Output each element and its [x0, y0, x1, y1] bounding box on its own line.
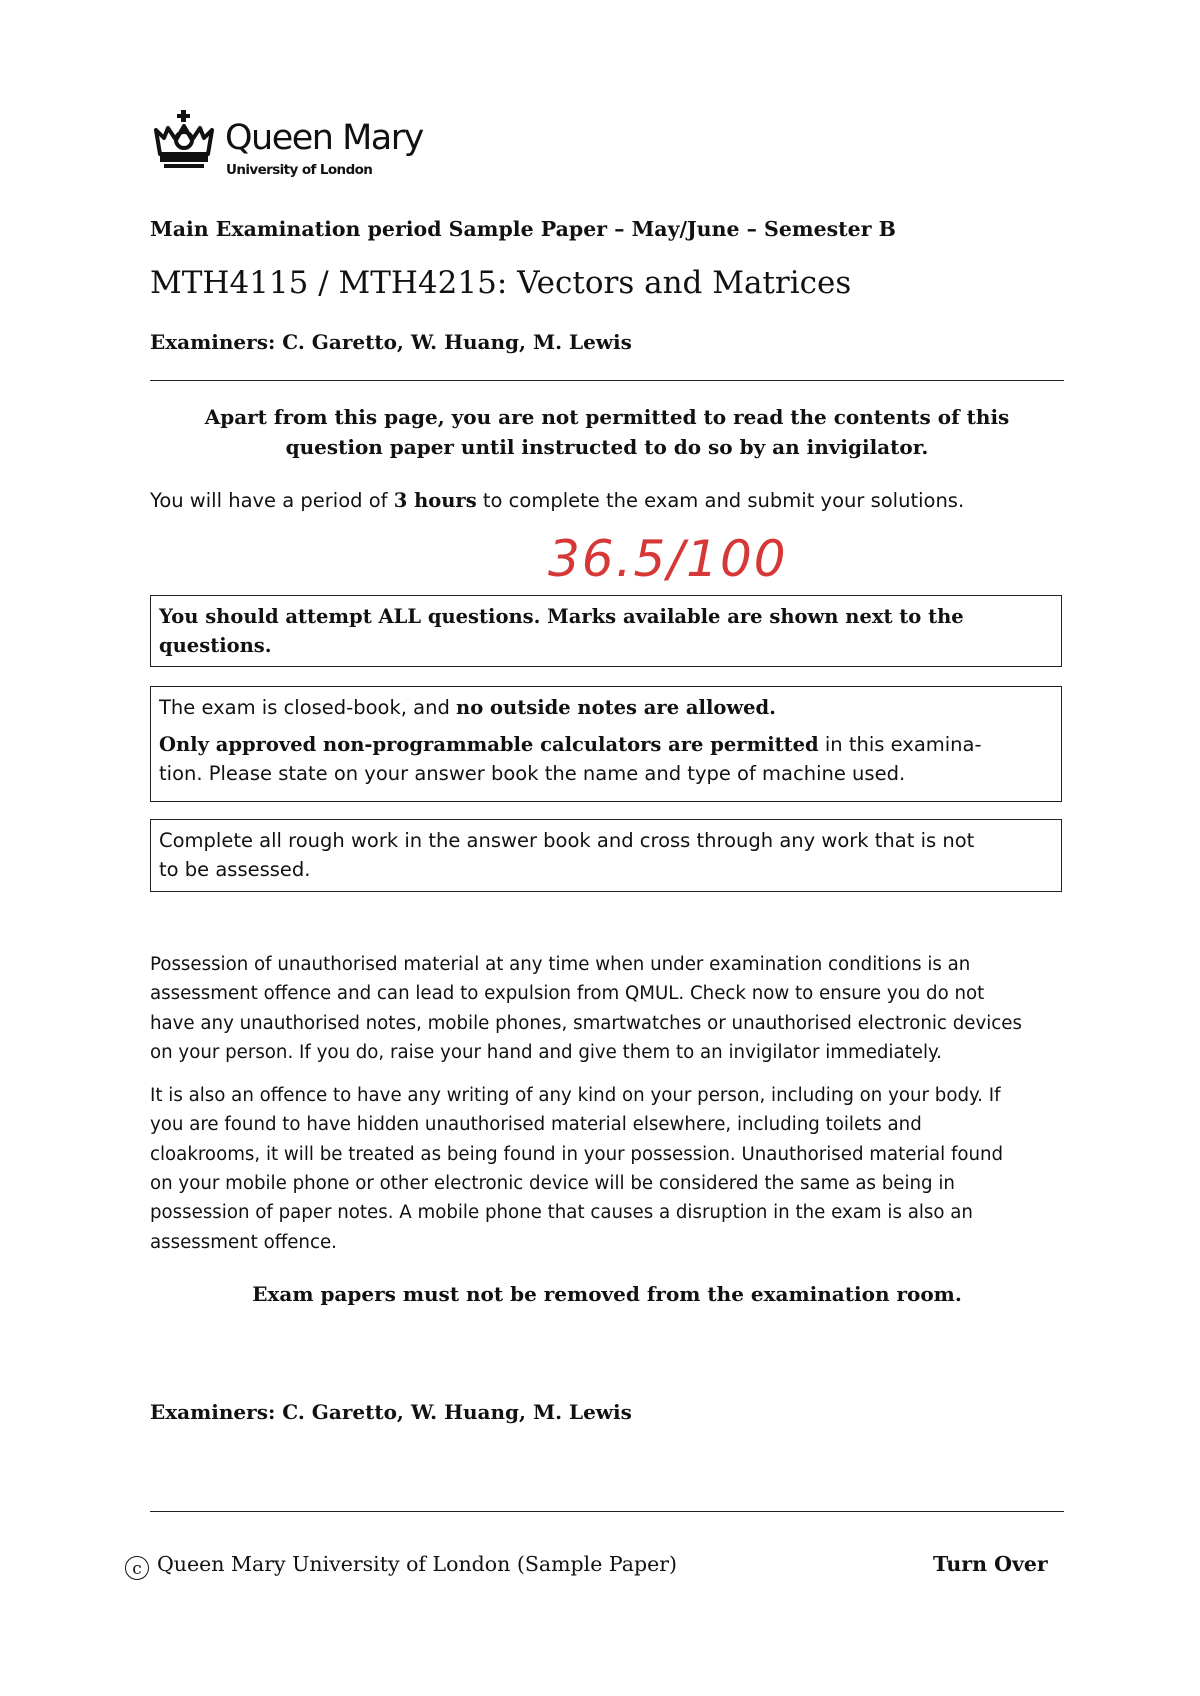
duration-text [150, 489, 964, 512]
footer-copyright [125, 1552, 677, 1580]
box1-line2: questions. [159, 634, 272, 657]
duration-after: to complete the exam and submit your solutions. [476, 489, 965, 512]
duration-hours: 3 hours [393, 489, 477, 512]
footer-left-text: Queen Mary University of London (Sample Paper) [157, 1552, 678, 1576]
box1-line1: You should attempt ALL questions. Marks available are shown next to the [159, 605, 964, 628]
examiners-footer: Examiners: C. Garetto, W. Huang, M. Lewis [150, 1400, 632, 1424]
para1-line: assessment offence and can lead to expulsion from QMUL. Check now to ensure you do not [150, 983, 985, 1005]
handwritten-score: 36.5/100 [548, 530, 788, 588]
reading-notice [150, 402, 1064, 462]
logo-subtitle: University of London [226, 162, 373, 178]
exam-period: Main Examination period Sample Paper – May/June – Semester B [150, 217, 896, 241]
divider-top [150, 380, 1064, 381]
box2-p1-plain: The exam is closed-book, and [159, 696, 457, 719]
para1 [150, 950, 1068, 1067]
box3-line1: Complete all rough work in the answer book and cross through any work that is not [159, 829, 975, 852]
para2-line: cloakrooms, it will be treated as being found in your possession. Unauthorised material found [150, 1143, 1004, 1165]
offence-paragraphs [150, 950, 1068, 1271]
copyright-icon: c [125, 1556, 149, 1580]
para1-line: have any unauthorised notes, mobile phones, smartwatches or unauthorised electronic devices [150, 1012, 1022, 1034]
crest-icon [150, 108, 218, 170]
para2 [150, 1081, 1068, 1257]
para2-line: on your mobile phone or other electronic device will be considered the same as being in [150, 1173, 955, 1195]
instructions-box-1 [150, 595, 1062, 667]
box2-p2-rest: in this examina- [818, 733, 982, 756]
para1-line: on your person. If you do, raise your hand and give them to an invigilator immediately. [150, 1041, 942, 1063]
page-title: MTH4115 / MTH4215: Vectors and Matrices [150, 265, 852, 301]
box3-line2: to be assessed. [159, 858, 311, 881]
instructions-box-3 [150, 819, 1062, 892]
box2-p2-line2: tion. Please state on your answer book the name and type of machine used. [159, 762, 906, 785]
box2-p1-bold: no outside notes are allowed. [456, 696, 776, 719]
duration-before: You will have a period of [150, 489, 394, 512]
logo-name: Queen Mary [225, 118, 423, 158]
para2-line: you are found to have hidden unauthorised material elsewhere, including toilets and [150, 1114, 922, 1136]
divider-bottom [150, 1511, 1064, 1512]
examiners: Examiners: C. Garetto, W. Huang, M. Lewis [150, 330, 632, 354]
removal-notice: Exam papers must not be removed from the examination room. [252, 1282, 962, 1306]
turn-over: Turn Over [933, 1552, 1048, 1576]
reading-notice-line1: Apart from this page, you are not permitted to read the contents of this [204, 405, 1010, 429]
reading-notice-line2: question paper until instructed to do so by an invigilator. [285, 435, 929, 459]
para2-line: possession of paper notes. A mobile phone that causes a disruption in the exam is also an [150, 1202, 973, 1224]
para1-line: Possession of unauthorised material at any time when under examination conditions is an [150, 954, 971, 975]
para2-line: It is also an offence to have any writing of any kind on your person, including on your body. If [150, 1085, 1001, 1107]
instructions-box-2 [150, 686, 1062, 802]
para2-line: assessment offence. [150, 1231, 337, 1253]
box2-p2-bold: Only approved non-programmable calculators are permitted [159, 733, 819, 756]
